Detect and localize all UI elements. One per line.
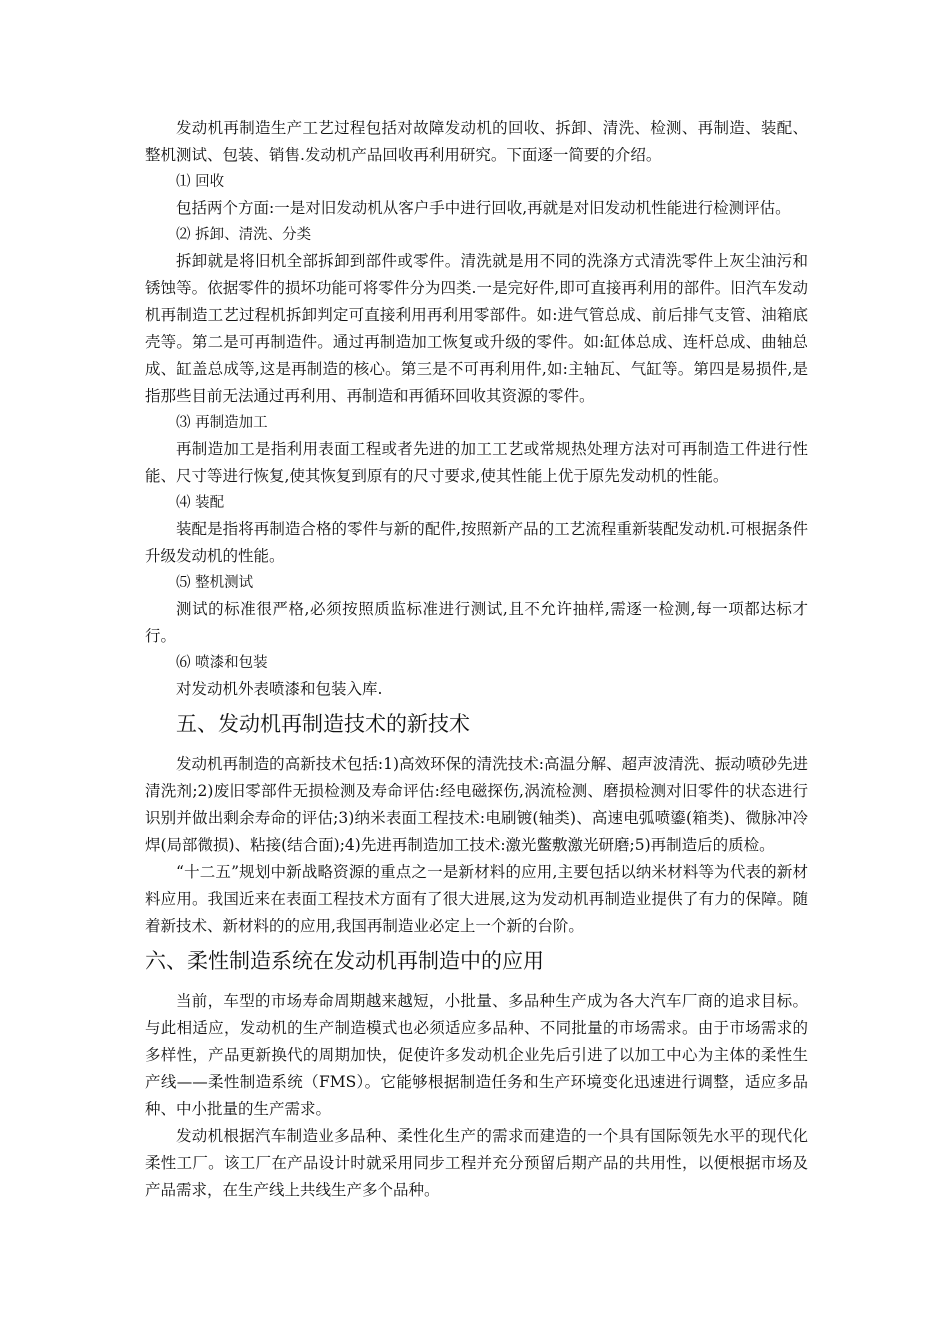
section-5-body: 测试的标准很严格,必须按照质监标准进行测试,且不允许抽样,需逐一检测,每一项都达标才行。 (145, 600, 808, 645)
intro-paragraph: 发动机再制造生产工艺过程包括对故障发动机的回收、拆卸、清洗、检测、再制造、装配、整机测试、包装、销售.发动机产品回收再利用研究。下面逐一简要的介绍。 (145, 119, 808, 164)
heading-six: 六、柔性制造系统在发动机再制造中的应用 (145, 949, 544, 973)
section-4-title: ⑷ 装配 (176, 495, 225, 511)
section-6-body: 对发动机外表喷漆和包装入库. (176, 680, 383, 698)
document-page (145, 115, 808, 1204)
heading-five-paragraph-1: 发动机再制造的高新技术包括:1)高效环保的清洗技术:高温分解、超声波清洗、振动喷砂先进清洗剂;2)废旧零部件无损检测及寿命评估:经电磁探伤,涡流检测、磨损检测对旧零件的状态进行识别并做出剩余寿命的评估;3)纳米表面工程技术:电刷镀(轴类)、高速电弧喷鎏(箱类)、微脉冲冷焊(局部微损)、粘接(结合面);4)先进再制造加工技术:激光鳖敷激光研磨;5)再制造后的质检。 (145, 755, 808, 854)
section-3-body: 再制造加工是指利用表面工程或者先进的加工工艺或常规热处理方法对可再制造工件进行性能、尺寸等进行恢复,使其恢复到原有的尺寸要求,使其性能上优于原先发动机的性能。 (145, 440, 808, 485)
heading-six-paragraph-1: 当前，车型的市场寿命周期越来越短，小批量、多品种生产成为各大汽车厂商的追求目标。与此相适应，发动机的生产制造模式也必须适应多品种、不同批量的市场需求。由于市场需求的多样性，产品更新换代的周期加快，促使许多发动机企业先后引进了以加工中心为主体的柔性生产线——柔性制造系统（FMS）。它能够根据制造任务和生产环境变化迅速进行调整，适应多品种、中小批量的生产需求。 (145, 992, 808, 1118)
heading-six-paragraph-2: 发动机根据汽车制造业多品种、柔性化生产的需求而建造的一个具有国际领先水平的现代化柔性工厂。该工厂在产品设计时就采用同步工程并充分预留后期产品的共用性，以便根据市场及产品需求，在生产线上共线生产多个品种。 (145, 1127, 808, 1199)
section-3-title: ⑶ 再制造加工 (176, 415, 268, 431)
section-2-title: ⑵ 拆卸、清洗、分类 (176, 227, 312, 243)
heading-five-paragraph-2: “十二五”规划中新战略资源的重点之一是新材料的应用,主要包括以纳米材料等为代表的新材料应用。我国近来在表面工程技术方面有了很大进展,这为发动机再制造业提供了有力的保障。随着新技术、新材料的的应用,我国再制造业必定上一个新的台阶。 (145, 863, 808, 935)
section-6-title: ⑹ 喷漆和包装 (176, 655, 268, 671)
section-2-body: 拆卸就是将旧机全部拆卸到部件或零件。清洗就是用不同的洗涤方式清洗零件上灰尘油污和锈蚀等。依据零件的损坏功能可将零件分为四类.一是完好件,即可直接再利用的部件。旧汽车发动机再制造工艺过程机拆卸判定可直接利用再利用零部件。如:进气管总成、前后排气支管、油箱底壳等。第二是可再制造件。通过再制造加工恢复或升级的零件。如:缸体总成、连杆总成、曲轴总成、缸盖总成等,这是再制造的核心。第三是不可再利用件,如:主轴瓦、气缸等。第四是易损件,是指那些目前无法通过再利用、再制造和再循环回收其资源的零件。 (145, 252, 808, 405)
heading-five: 五、发动机再制造技术的新技术 (176, 712, 470, 736)
section-1-body: 包括两个方面:一是对旧发动机从客户手中进行回收,再就是对旧发动机性能进行检测评估。 (176, 199, 791, 217)
section-5-title: ⑸ 整机测试 (176, 575, 254, 591)
section-4-body: 装配是指将再制造合格的零件与新的配件,按照新产品的工艺流程重新装配发动机.可根据条件升级发动机的性能。 (145, 520, 808, 565)
section-1-title: ⑴ 回收 (176, 174, 225, 190)
